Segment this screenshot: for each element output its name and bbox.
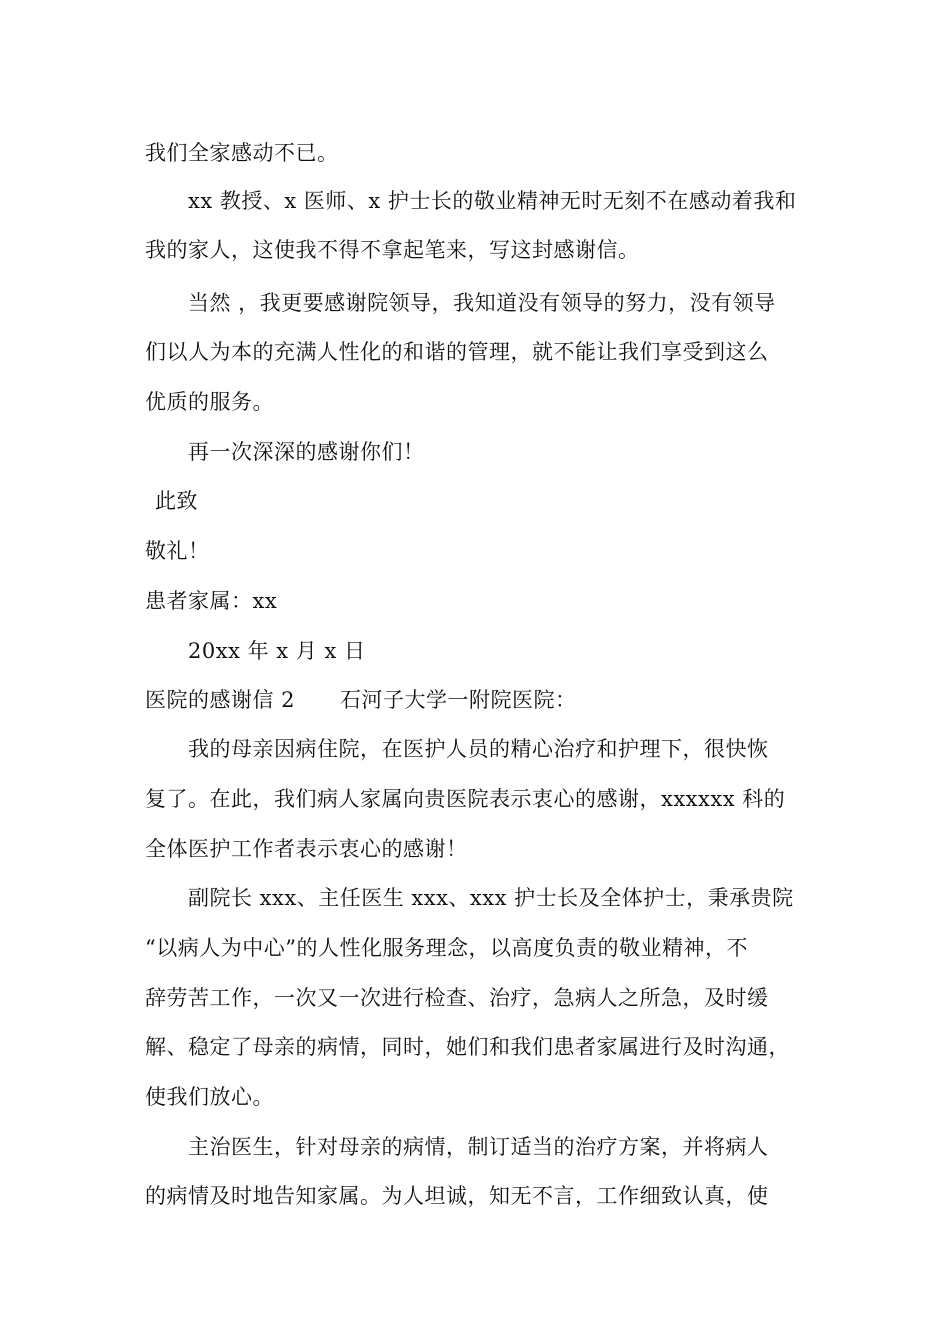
paragraph-line: 解、稳定了母亲的病情，同时，她们和我们患者家属进行及时沟通， xyxy=(145,1035,790,1059)
paragraph-line: 使我们放心。 xyxy=(145,1085,274,1109)
paragraph-line: 优质的服务。 xyxy=(145,390,274,414)
letter-title: 医院的感谢信 2 xyxy=(145,688,296,712)
signature-line: 患者家属：xx xyxy=(145,589,278,613)
closing-regards: 敬礼！ xyxy=(145,539,210,563)
closing-salutation: 此致 xyxy=(155,489,198,513)
paragraph-line: 我的母亲因病住院，在医护人员的精心治疗和护理下，很快恢 xyxy=(188,737,769,761)
recipient-line: 石河子大学一附院医院： xyxy=(340,688,577,712)
paragraph-line: 主治医生，针对母亲的病情，制订适当的治疗方案，并将病人 xyxy=(188,1135,769,1159)
paragraph-line: xx 教授、x 医师、x 护士长的敬业精神无时无刻不在感动着我和 xyxy=(188,189,797,213)
paragraph-line: 我们全家感动不已。 xyxy=(145,141,339,165)
paragraph-line: 辞劳苦工作，一次又一次进行检查、治疗，急病人之所急，及时缓 xyxy=(145,986,769,1010)
paragraph-line: 复了。在此，我们病人家属向贵医院表示衷心的感谢，xxxxxx 科的 xyxy=(145,787,786,811)
paragraph-line: 当然 ，我更要感谢院领导，我知道没有领导的努力，没有领导 xyxy=(188,291,776,315)
paragraph-line: 的病情及时地告知家属。为人坦诚，知无不言，工作细致认真，使 xyxy=(145,1184,769,1208)
paragraph-line: 全体医护工作者表示衷心的感谢！ xyxy=(145,837,468,861)
paragraph-line: 我的家人，这使我不得不拿起笔来，写这封感谢信。 xyxy=(145,238,640,262)
paragraph-line: “以病人为中心”的人性化服务理念，以高度负责的敬业精神，不 xyxy=(145,936,748,960)
paragraph-line: 再一次深深的感谢你们！ xyxy=(188,440,425,464)
date-line: 20xx 年 x 月 x 日 xyxy=(188,639,366,663)
paragraph-line: 们以人为本的充满人性化的和谐的管理，就不能让我们享受到这么 xyxy=(145,340,769,364)
paragraph-line: 副院长 xxx、主任医生 xxx、xxx 护士长及全体护士，秉承贵院 xyxy=(188,886,794,910)
